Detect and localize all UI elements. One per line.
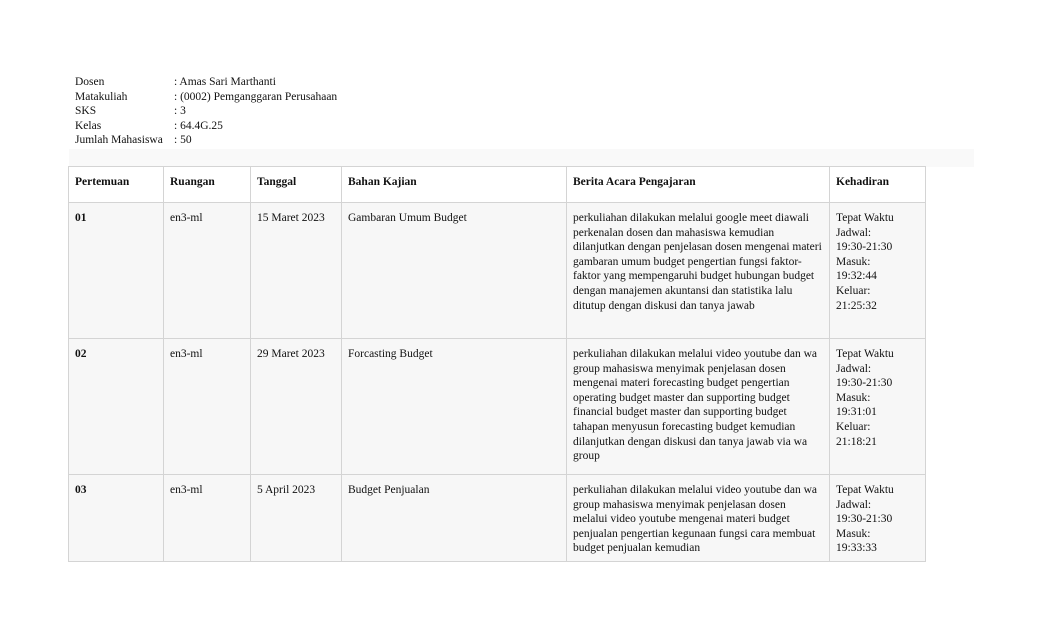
header-berita-acara: Berita Acara Pengajaran xyxy=(567,167,830,203)
schedule-label: Jadwal: xyxy=(836,498,872,511)
schedule-label: Jadwal: xyxy=(836,226,872,239)
jumlah-label: Jumlah Mahasiswa xyxy=(75,134,163,147)
cell-bahan-kajian: Forcasting Budget xyxy=(342,339,567,475)
cell-tanggal: 29 Maret 2023 xyxy=(251,339,342,475)
schedule-label: Jadwal: xyxy=(836,362,872,375)
schedule-time: 19:30-21:30 xyxy=(836,241,893,254)
check-in-label: Masuk: xyxy=(836,255,871,268)
check-in-label: Masuk: xyxy=(836,391,871,404)
cell-kehadiran xyxy=(830,203,926,339)
cell-tanggal: 5 April 2023 xyxy=(251,475,342,562)
schedule-time: 19:30-21:30 xyxy=(836,377,893,390)
check-in-time: 19:32:44 xyxy=(836,270,877,283)
cell-berita-acara: perkuliahan dilakukan melalui video youtube dan wa group mahasiswa menyimak penjelasan dosen mengenai materi forecasting budget pengertian operating budget master dan supporting budget financial budget master dan supporting budget tahapan menyusun forecasting budget kemudian dilanjutkan dengan diskusi dan tanya jawab via wa group xyxy=(567,339,830,475)
cell-bahan-kajian: Gambaran Umum Budget xyxy=(342,203,567,339)
info-row-sks xyxy=(75,104,337,119)
sks-value: : 3 xyxy=(174,105,186,118)
table-row xyxy=(69,203,926,339)
dosen-label: Dosen xyxy=(75,76,105,88)
check-out-label: Keluar: xyxy=(836,284,871,297)
attendance-status: Tepat Waktu xyxy=(836,348,894,360)
table-row xyxy=(69,339,926,475)
sks-label: SKS xyxy=(75,105,97,118)
cell-bahan-kajian: Budget Penjualan xyxy=(342,475,567,562)
header-kehadiran: Kehadiran xyxy=(830,167,926,203)
kelas-label: Kelas xyxy=(75,119,102,132)
matakuliah-label: Matakuliah xyxy=(75,90,128,103)
cell-tanggal: 15 Maret 2023 xyxy=(251,203,342,339)
check-in-time: 19:33:33 xyxy=(836,542,877,555)
cell-ruangan: en3-ml xyxy=(164,339,251,475)
info-row-matakuliah xyxy=(75,90,337,105)
kelas-value: : 64.4G.25 xyxy=(174,119,223,132)
attendance-table xyxy=(68,166,926,562)
dosen-value: : Amas Sari Marthanti xyxy=(174,76,276,88)
separator-band xyxy=(69,149,974,167)
cell-ruangan: en3-ml xyxy=(164,203,251,339)
info-row-kelas xyxy=(75,119,337,134)
cell-pertemuan: 01 xyxy=(69,203,164,339)
header-ruangan: Ruangan xyxy=(164,167,251,203)
table-row xyxy=(69,475,926,562)
jumlah-value: : 50 xyxy=(174,134,192,147)
info-row-jumlah xyxy=(75,133,337,148)
info-row-dosen xyxy=(75,75,337,90)
header-pertemuan: Pertemuan xyxy=(69,167,164,203)
cell-pertemuan: 03 xyxy=(69,475,164,562)
check-out-time: 21:25:32 xyxy=(836,299,877,312)
header-bahan-kajian: Bahan Kajian xyxy=(342,167,567,203)
cell-berita-acara: perkuliahan dilakukan melalui google meet diawali perkenalan dosen dan mahasiswa kemudian dilanjutkan dengan penjelasan dosen mengenai materi gambaran umum budget pengertian fungsi faktor-faktor yang mempengaruhi budget hubungan budget dengan manajemen akuntansi dan statistika lalu ditutup dengan diskusi dan tanya jawab xyxy=(567,203,830,339)
cell-kehadiran xyxy=(830,475,926,562)
cell-pertemuan: 02 xyxy=(69,339,164,475)
schedule-time: 19:30-21:30 xyxy=(836,513,893,526)
check-in-time: 19:31:01 xyxy=(836,406,877,419)
header-tanggal: Tanggal xyxy=(251,167,342,203)
check-out-time: 21:18:21 xyxy=(836,435,877,448)
check-in-label: Masuk: xyxy=(836,527,871,540)
attendance-status: Tepat Waktu xyxy=(836,484,894,496)
cell-berita-acara: perkuliahan dilakukan melalui video youtube dan wa group mahasiswa menyimak penjelasan dosen melalui video youtube mengenai materi budget penjualan pengertian kegunaan fungsi cara membuat budget penjualan kemudian xyxy=(567,475,830,562)
cell-ruangan: en3-ml xyxy=(164,475,251,562)
matakuliah-value: : (0002) Pemganggaran Perusahaan xyxy=(174,90,338,103)
cell-kehadiran xyxy=(830,339,926,475)
attendance-status: Tepat Waktu xyxy=(836,212,894,224)
check-out-label: Keluar: xyxy=(836,420,871,433)
course-info xyxy=(75,75,337,148)
table-header-row xyxy=(69,167,926,203)
